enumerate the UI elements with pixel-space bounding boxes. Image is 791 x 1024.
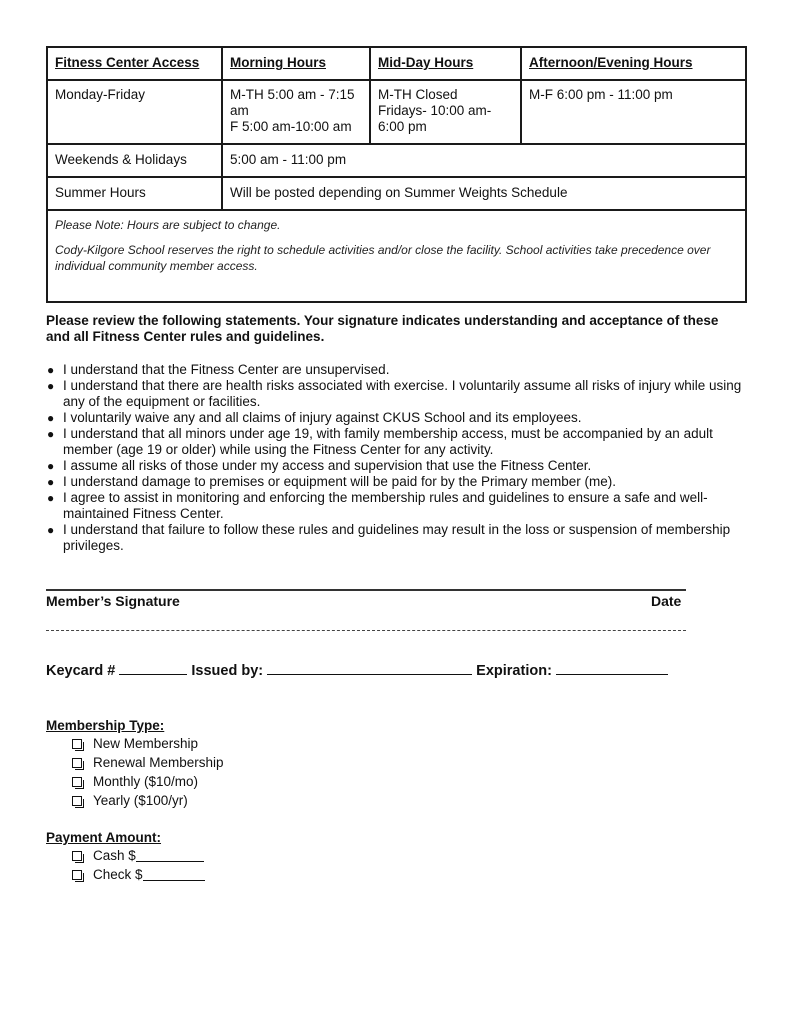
- payment-options: [72, 846, 205, 884]
- table-note-row: [47, 210, 746, 302]
- expiration-label: Expiration:: [476, 663, 552, 679]
- issued-by-label: Issued by:: [191, 663, 264, 679]
- rule-item: ● I understand that all minors under age 19, with family membership access, must be accompanied by an adult member (age 19 or older) while using the Fitness Center for any activity.: [47, 426, 713, 457]
- morning-hours-cell: M-TH 5:00 am - 7:15 am F 5:00 am-10:00 am: [222, 80, 370, 144]
- membership-type-options: [72, 734, 224, 810]
- checkbox-icon[interactable]: [72, 796, 82, 806]
- header-cell: Afternoon/Evening Hours: [521, 47, 746, 80]
- row-label: Summer Hours: [47, 177, 222, 210]
- expiration-field[interactable]: [556, 662, 668, 675]
- payment-amount-title: Payment Amount:: [46, 830, 162, 845]
- rule-item: ● I understand damage to premises or equipment will be paid for by the Primary member (me).: [47, 474, 616, 489]
- table-row: [47, 144, 746, 177]
- hours-table: [46, 46, 747, 303]
- membership-option-renewal[interactable]: Renewal Membership: [72, 753, 224, 772]
- rule-item: ● I understand that failure to follow these rules and guidelines may result in the loss or suspension of membership privileges.: [47, 522, 731, 553]
- membership-option-new[interactable]: New Membership: [72, 734, 224, 753]
- payment-option-cash[interactable]: Cash $: [72, 846, 205, 865]
- rule-item: ● I voluntarily waive any and all claims of injury against CKUS School and its employees.: [47, 410, 582, 425]
- keycard-field[interactable]: [119, 662, 187, 675]
- hours-note: Please Note: Hours are subject to change. Cody-Kilgore School reserves the right to schedule activities and/or close the facility. School activities take precedence over individual community member access.: [47, 210, 746, 302]
- signature-label: Member’s Signature: [46, 593, 180, 609]
- review-statement-intro: Please review the following statements. Your signature indicates understanding and acceptance of these and all Fitness Center rules and guidelines.: [46, 313, 719, 344]
- row-label: Monday-Friday: [47, 80, 222, 144]
- keycard-label: Keycard #: [46, 663, 116, 679]
- date-label: Date: [651, 593, 682, 609]
- cash-amount-field[interactable]: [136, 849, 204, 862]
- membership-type-title: Membership Type:: [46, 718, 165, 733]
- bullet-icon: ●: [47, 523, 55, 537]
- midday-hours-cell: M-TH Closed Fridays- 10:00 am-6:00 pm: [370, 80, 521, 144]
- office-use-row: [46, 662, 668, 679]
- rule-item: ● I understand that the Fitness Center are unsupervised.: [47, 362, 390, 377]
- bullet-icon: ●: [47, 411, 55, 425]
- row-label: Weekends & Holidays: [47, 144, 222, 177]
- header-cell: Mid-Day Hours: [370, 47, 521, 80]
- bullet-icon: ●: [47, 363, 55, 377]
- bullet-icon: ●: [47, 427, 55, 441]
- cut-line-divider: [46, 630, 686, 631]
- rule-item: ● I understand that there are health risks associated with exercise. I voluntarily assume all risks of injury while using any of the equipment or facilities.: [47, 378, 742, 409]
- checkbox-icon[interactable]: [72, 777, 82, 787]
- membership-option-yearly[interactable]: Yearly ($100/yr): [72, 791, 224, 810]
- bullet-icon: ●: [47, 475, 55, 489]
- table-header-row: [47, 47, 746, 80]
- checkbox-icon[interactable]: [72, 870, 82, 880]
- evening-hours-cell: M-F 6:00 pm - 11:00 pm: [521, 80, 746, 144]
- checkbox-icon[interactable]: [72, 851, 82, 861]
- row-value: 5:00 am - 11:00 pm: [222, 144, 746, 177]
- issued-by-field[interactable]: [267, 662, 472, 675]
- membership-option-monthly[interactable]: Monthly ($10/mo): [72, 772, 224, 791]
- table-row: [47, 80, 746, 144]
- payment-option-check[interactable]: Check $: [72, 865, 205, 884]
- rules-list: [46, 362, 756, 554]
- rule-item: ● I assume all risks of those under my access and supervision that use the Fitness Center.: [47, 458, 592, 473]
- bullet-icon: ●: [47, 491, 55, 505]
- bullet-icon: ●: [47, 459, 55, 473]
- row-value: Will be posted depending on Summer Weights Schedule: [222, 177, 746, 210]
- rule-item: ● I agree to assist in monitoring and enforcing the membership rules and guidelines to ensure a safe and well-maintained Fitness Center.: [47, 490, 708, 521]
- table-row: [47, 177, 746, 210]
- header-cell: Morning Hours: [222, 47, 370, 80]
- check-amount-field[interactable]: [143, 868, 205, 881]
- header-cell: Fitness Center Access: [47, 47, 222, 80]
- bullet-icon: ●: [47, 379, 55, 393]
- checkbox-icon[interactable]: [72, 758, 82, 768]
- checkbox-icon[interactable]: [72, 739, 82, 749]
- signature-line[interactable]: [46, 589, 686, 591]
